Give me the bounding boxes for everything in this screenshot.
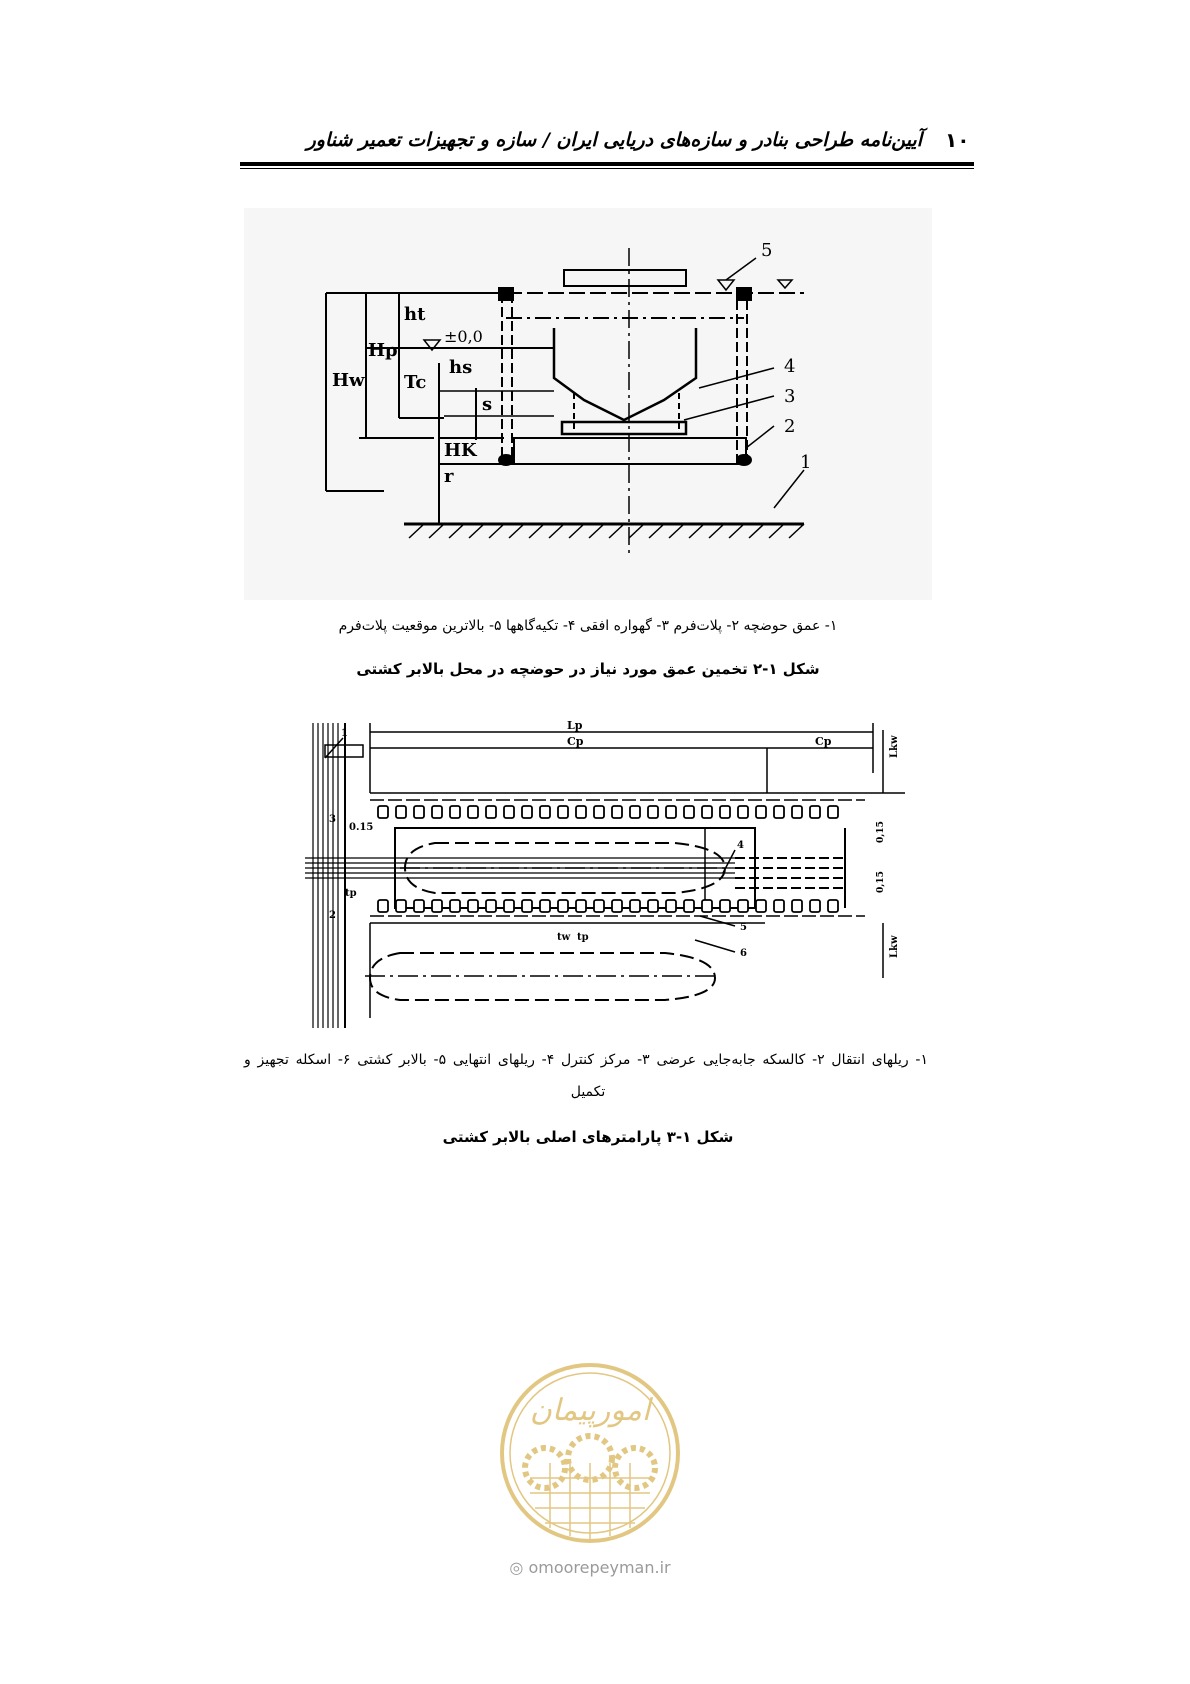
end-rails (735, 858, 845, 888)
support-row-top (378, 806, 838, 818)
label-hp: Hp (368, 340, 398, 361)
page-number: ۱۰ (945, 128, 970, 152)
ship-hull (554, 328, 696, 420)
watermark-url-text: omoorepeyman.ir (528, 1558, 671, 1577)
figure-2-diagram (305, 718, 925, 1033)
fig2-callout-1: 1 (341, 728, 348, 739)
fig2-callout-6: 6 (740, 948, 747, 959)
figure-2-legend-line-2: تکمیل (570, 1084, 606, 1100)
watermark-logo (490, 1358, 690, 1548)
support-right (737, 455, 751, 465)
label-015-a: 0.15 (349, 822, 374, 833)
label-015-b: 0,15 (876, 821, 886, 843)
fig1-callout-3: 3 (784, 386, 796, 407)
header-rule-thick (240, 162, 974, 166)
label-hs: hs (449, 357, 473, 378)
watermark-logo-text: امورپیمان (529, 1393, 651, 1428)
support-left (499, 455, 513, 465)
label-zero-level: ±0,0 (444, 327, 483, 346)
label-s: s (482, 394, 493, 415)
label-tw: tw (557, 932, 571, 943)
figure-2-legend-line-1: ۱- ریلهای انتقال ۲- کالسکه جابه‌جایی عرضی ۳- مرکز کنترل ۴- ریلهای انتهایی ۵- بالابر کشتی ۶- اسکله تجهیز و (244, 1052, 928, 1068)
fig2-callout-3: 3 (329, 814, 336, 825)
label-hw: Hw (332, 370, 365, 391)
gear-icon (525, 1448, 565, 1488)
label-lp: Lp (567, 719, 583, 732)
running-header-title: آیین‌نامه طراحی بنادر و سازه‌های دریایی ایران / سازه و تجهیزات تعمیر شناور (306, 129, 922, 151)
label-tp: tp (577, 932, 589, 943)
transfer-rails (313, 723, 338, 1028)
label-r: r (444, 466, 454, 487)
watermark-url (480, 1558, 700, 1577)
fig1-callout-1: 1 (800, 452, 812, 473)
figure-1-diagram (244, 208, 932, 600)
fig2-callout-5: 5 (740, 922, 747, 933)
label-tp-left: tp (345, 888, 357, 899)
globe-icon: ◎ (509, 1558, 524, 1577)
label-hk: HK (444, 440, 477, 461)
fig1-callout-5: 5 (761, 240, 773, 261)
label-tc: Tc (404, 372, 427, 393)
header-rule-thin (240, 168, 974, 169)
label-cp-right: Cp (815, 735, 832, 748)
label-lkw-bottom: Lkw (889, 935, 900, 958)
label-ht: ht (404, 304, 426, 325)
figure-1-legend: ۱- عمق حوضچه ۲- پلات‌فرم ۳- گهواره افقی ۴- تکیه‌گاهها ۵- بالاترین موقعیت پلات‌فرم (338, 618, 838, 634)
fig2-callout-4: 4 (737, 840, 744, 851)
label-015-c: 0,15 (876, 871, 886, 893)
ground-hatch (409, 524, 804, 538)
fig1-callout-4: 4 (784, 356, 796, 377)
lift-platform (514, 438, 746, 464)
figure-2-caption: شکل ۱-۳ پارامترهای اصلی بالابر کشتی (442, 1128, 734, 1146)
label-lkw-top: Lkw (889, 735, 900, 758)
fig1-callout-2: 2 (784, 416, 796, 437)
label-cp-left: Cp (567, 735, 584, 748)
fig2-callout-2: 2 (329, 910, 336, 921)
support-row-bottom (378, 900, 838, 912)
horizontal-cradle (562, 422, 686, 434)
ship-keel-top (564, 270, 686, 286)
figure-1-caption: شکل ۱-۲ تخمین عمق مورد نیاز در حوضچه در محل بالابر کشتی (356, 660, 820, 678)
gear-icon (615, 1448, 655, 1488)
